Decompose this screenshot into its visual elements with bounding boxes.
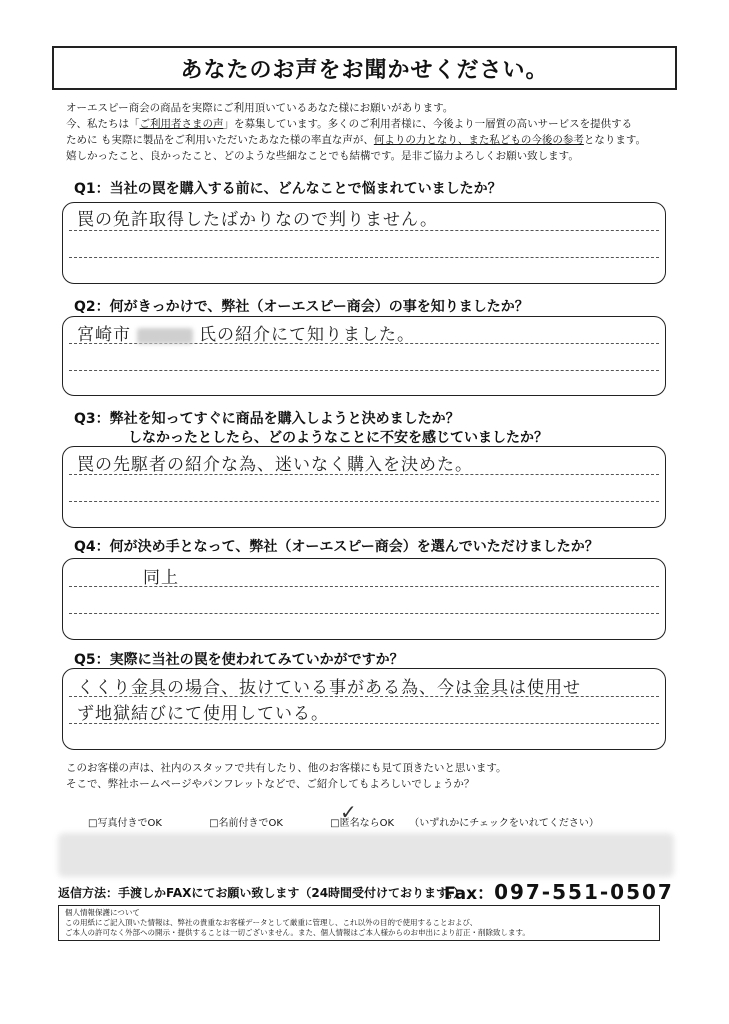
checkbox-anonymous[interactable]: □匿名ならOK: [330, 818, 395, 829]
intro-line-2a: 今、私たちは「: [66, 118, 140, 130]
answer-1-text: 罠の免許取得したばかりなので判りません。: [77, 210, 439, 230]
share-request: [66, 760, 506, 792]
question-5: Q5：実際に当社の罠を使われてみていかがですか？: [74, 652, 404, 668]
intro-line-3b: となります。: [583, 134, 647, 146]
share-line-1: このお客様の声は、社内のスタッフで共有したり、他のお客様にも見て頂きたいと思います。: [66, 762, 507, 774]
answer-box-4[interactable]: [62, 558, 666, 640]
answer-box-5[interactable]: [62, 668, 666, 750]
answer-line: [69, 257, 659, 258]
intro-line-2: [66, 116, 666, 132]
answer-line: [69, 230, 659, 231]
return-method: 返信方法：手渡しかFAXにてお願い致します（24時間受付けております。）: [58, 886, 466, 900]
answer-5-text-line-2: ず地獄結びにて使用している。: [77, 704, 329, 724]
answer-line: [69, 501, 659, 502]
answer-box-1[interactable]: [62, 202, 666, 284]
checkbox-name[interactable]: □名前付きでOK: [209, 818, 283, 829]
redacted-name: [137, 328, 193, 344]
intro-line-3-underlined: 何よりの力となり、また私どもの今後の参考: [373, 134, 584, 146]
intro-line-2-underlined: ご利用者さまの声: [139, 118, 224, 130]
answer-line: [69, 370, 659, 371]
privacy-notice: [58, 905, 660, 941]
intro-line-3: [66, 132, 666, 148]
answer-4-text: 同上: [143, 568, 179, 588]
intro-line-3a: ために も実際に製品をご利用いただいたあなた様の率直な声が、: [66, 134, 374, 146]
checkmark-icon: ✓: [340, 800, 357, 824]
answer-3-text: 罠の先駆者の紹介な為、迷いなく購入を決めた。: [77, 455, 473, 475]
answer-2-city: 宮崎市: [77, 325, 131, 345]
answer-2-rest: 氏の紹介にて知りました。: [199, 325, 415, 345]
privacy-title: 個人情報保護について: [65, 908, 140, 917]
intro-text: [66, 100, 666, 164]
title-box: [52, 46, 677, 90]
share-line-2: そこで、弊社ホームページやパンフレットなどで、ご紹介してもよろしいでしょうか？: [66, 778, 475, 790]
answer-2-text: [77, 320, 415, 345]
checkbox-photo[interactable]: □写真付きでOK: [88, 818, 162, 829]
question-3-sub: しなかったとしたら、どのようなことに不安を感じていましたか？: [128, 430, 548, 446]
consent-checkboxes: [88, 814, 599, 829]
checkbox-note: （いずれかにチェックをいれてください）: [409, 818, 599, 829]
privacy-line-2: ご本人の許可なく外部への開示・提供することは一切ございません。また、個人情報はご本人様からのお申出により訂正・削除致します。: [65, 928, 530, 937]
question-2: Q2：何がきっかけで、弊社（オーエスピー商会）の事を知りましたか？: [74, 299, 529, 315]
question-1: Q1：当社の罠を購入する前に、どんなことで悩まれていましたか？: [74, 181, 502, 197]
question-3: Q3：弊社を知ってすぐに商品を購入しようと決めましたか？: [74, 411, 460, 427]
fax-number: 097-551-0507: [494, 880, 674, 904]
answer-5-text-line-1: くくり金具の場合、抜けている事がある為、今は金具は使用せ: [77, 678, 581, 698]
question-4: Q4：何が決め手となって、弊社（オーエスピー商会）を選んでいただけましたか？: [74, 539, 599, 555]
answer-box-2[interactable]: [62, 316, 666, 396]
intro-line-2b: 」を募集しています。多くのご利用者様に、今後より一層質の高いサービスを提供する: [223, 118, 633, 130]
intro-line-4: 嬉しかったこと、良かったこと、どのような些細なことでも結構です。是非ご協力よろしくお願い致します。: [66, 150, 579, 162]
intro-line-1: オーエスピー商会の商品を実際にご利用頂いているあなた様にお願いがあります。: [66, 102, 454, 114]
redacted-signature-row: [58, 833, 674, 877]
privacy-line-1: この用紙にご記入頂いた情報は、弊社の貴重なお客様データとして厳重に管理し、これ以外の目的で使用することおよび、: [65, 918, 478, 927]
fax-info: [444, 879, 674, 904]
page-title: あなたのお声をお聞かせください。: [180, 57, 549, 83]
answer-line: [69, 613, 659, 614]
answer-box-3[interactable]: [62, 446, 666, 528]
fax-label: Fax：: [444, 884, 495, 904]
